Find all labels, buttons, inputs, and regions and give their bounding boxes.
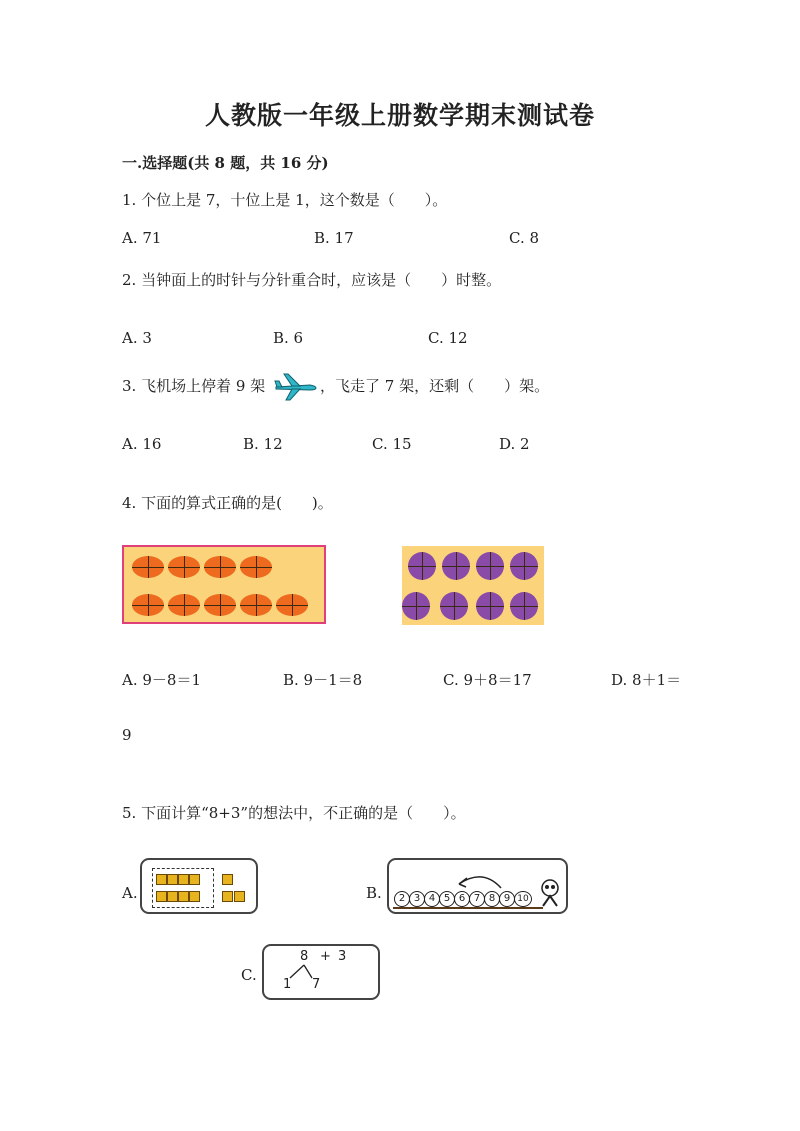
- bead: 7: [469, 891, 485, 907]
- bead: 5: [439, 891, 455, 907]
- q2-option-a[interactable]: A. 3: [122, 329, 152, 347]
- back-arrow-icon: [453, 868, 505, 890]
- bead: 4: [424, 891, 440, 907]
- bead: 9: [499, 891, 515, 907]
- q5-label-b[interactable]: B.: [366, 884, 382, 902]
- q1-option-c[interactable]: C. 8: [509, 229, 540, 247]
- decomp-bottom-left: 1: [283, 977, 292, 992]
- q5-label-a[interactable]: A.: [122, 884, 138, 902]
- decomp-operator: +: [320, 949, 331, 964]
- character-icon: [539, 878, 561, 908]
- q4-option-b[interactable]: B. 9－1＝8: [283, 671, 363, 689]
- purple-basketball-picture: [402, 546, 544, 625]
- decomp-top-right: 3: [338, 949, 347, 964]
- airplane-icon: [274, 372, 318, 402]
- q3-option-c[interactable]: C. 15: [372, 435, 412, 453]
- question-3-stem-end: ，飞走了 7 架，还剩（ ）架。: [320, 377, 550, 395]
- bead: 8: [484, 891, 500, 907]
- bead: 2: [394, 891, 410, 907]
- decomp-top-left: 8: [300, 949, 309, 964]
- q2-option-c[interactable]: C. 12: [428, 329, 468, 347]
- q4-option-d-wrap: 9: [122, 726, 132, 744]
- question-5-stem: 5. 下面计算“8+3”的想法中，不正确的是（ ）。: [122, 804, 466, 822]
- q5-option-c-decomposition: [262, 944, 380, 1000]
- page-title: 人教版一年级上册数学期末测试卷: [204, 101, 595, 130]
- q3-option-b[interactable]: B. 12: [243, 435, 283, 453]
- q1-option-b[interactable]: B. 17: [314, 229, 354, 247]
- section-heading: 一.选择题(共 8 题，共 16 分): [122, 154, 329, 172]
- q3-option-d[interactable]: D. 2: [499, 435, 530, 453]
- orange-basketball-picture: [122, 545, 326, 624]
- bead: 3: [409, 891, 425, 907]
- q5-option-a-cubes: [140, 858, 258, 914]
- q4-option-c[interactable]: C. 9＋8＝17: [443, 671, 532, 689]
- q4-option-a[interactable]: A. 9－8＝1: [122, 671, 201, 689]
- question-1-stem: 1. 个位上是 7，十位上是 1，这个数是（ ）。: [122, 191, 448, 209]
- question-4-stem: 4. 下面的算式正确的是( )。: [122, 494, 333, 512]
- q5-option-b-number-line: [387, 858, 568, 914]
- bead: 10: [514, 891, 532, 907]
- q1-option-a[interactable]: A. 71: [122, 229, 162, 247]
- bead: 6: [454, 891, 470, 907]
- q5-label-c[interactable]: C.: [241, 966, 257, 984]
- q4-option-d[interactable]: D. 8＋1＝: [611, 671, 682, 689]
- decomp-bottom-right: 7: [312, 977, 321, 992]
- q2-option-b[interactable]: B. 6: [273, 329, 304, 347]
- question-3-stem-start: 3. 飞机场上停着 9 架: [122, 377, 266, 395]
- question-2-stem: 2. 当钟面上的时针与分针重合时，应该是（ ）时整。: [122, 271, 502, 289]
- q3-option-a[interactable]: A. 16: [122, 435, 162, 453]
